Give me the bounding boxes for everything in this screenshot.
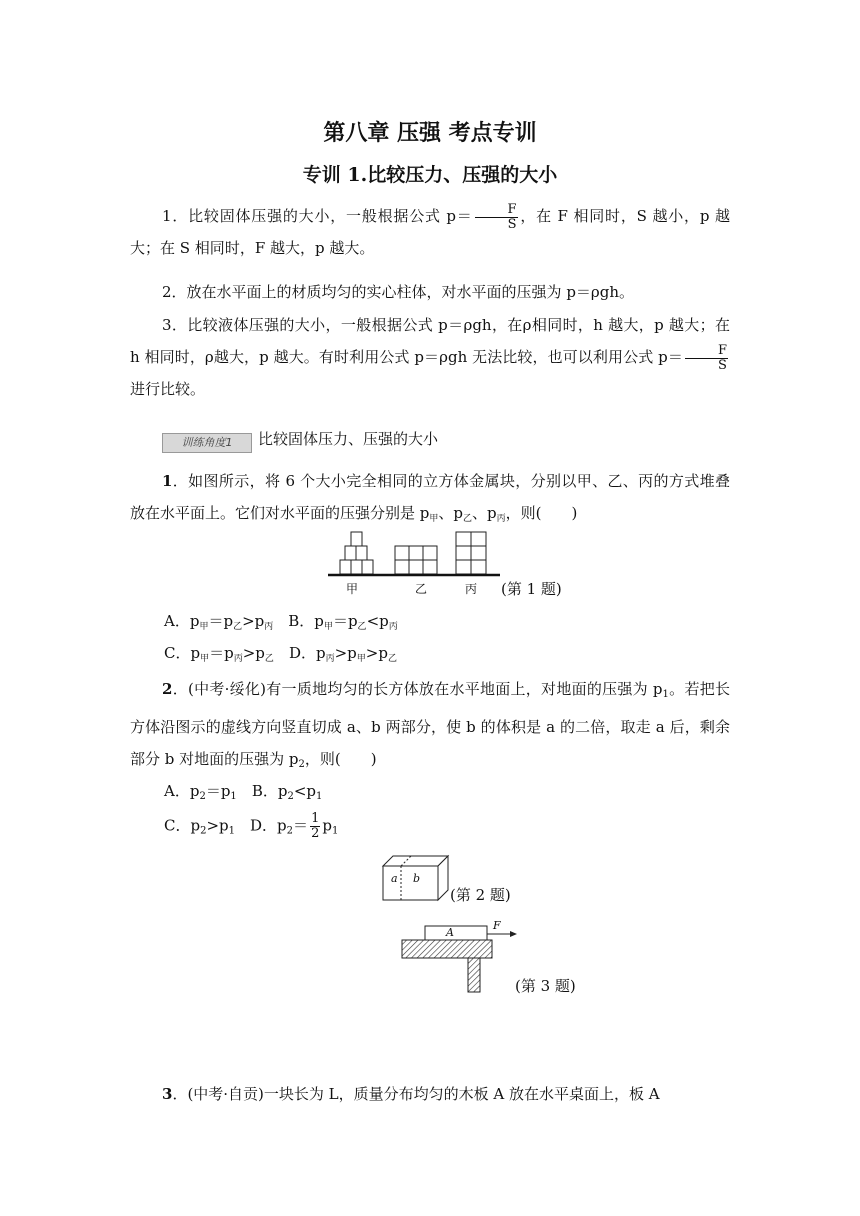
page-title: 第八章 压强 考点专训 [323,120,537,146]
block [456,532,471,546]
figure-2-label-b: b [413,872,421,885]
fraction-f-over-s: $\frac{F}{S}$ [475,203,518,232]
figure-2-caption: (第 2 题) [450,886,511,904]
block [471,560,486,574]
block [409,560,423,574]
figure-3-board-on-table [398,920,522,994]
question-1: 1．如图所示，将 6 个大小完全相同的立方体金属块，分别以甲、乙、丙的方式堆叠放在水平面上。它们对水平面的压强分别是 $p_甲$、$p_乙$、$p_丙$，则( ) [130,472,730,524]
figure-3-label-f: F [493,919,501,932]
block [362,560,373,574]
block [356,546,367,560]
intro-point-1-b: ，在 F 相同时，S 越小，p 越大；在 S 相同时，F 越大，p 越大。 [130,207,730,257]
block [423,560,437,574]
block [456,546,471,560]
intro-point-1 [130,200,730,264]
block [395,560,409,574]
block [351,532,362,546]
block [456,560,471,574]
intro-point-2: 2．放在水平面上的材质均匀的实心柱体，对水平面的压强为 p＝ρgh。 [162,283,634,301]
intro-point-3-b: 进行比较。 [130,380,206,398]
training-angle-title: 比较固体压力、压强的大小 [258,430,439,448]
figure-2-label-a: a [391,872,398,885]
block [471,546,486,560]
block [340,560,351,574]
q1-options-ab: A．$p_甲=p_乙>p_丙$ B．$p_甲=p_乙<p_丙$ [164,612,398,632]
figure-3-label-a: A [446,926,454,939]
block [395,546,409,560]
section-subtitle: 专训 1.比较压力、压强的大小 [302,164,558,186]
fraction-one-half: $\frac{1}{2}$ [311,811,320,841]
block [345,546,356,560]
figure-1-label-bing: 丙 [465,582,478,596]
q2-options-cd: C．$p_2>p_1$ D．$p_2=$ $\frac{1}{2}$ $p_1$ [164,811,339,841]
block [409,546,423,560]
figure-1-caption: (第 1 题) [501,580,562,598]
q2-options-ab: A．$p_2=p_1$ B．$p_2<p_1$ [164,782,323,802]
block [471,532,486,546]
fraction-f-over-s-2: $\frac{F}{S}$ [685,344,728,373]
intro-point-1-a: 1．比较固体压强的大小，一般根据公式 p＝ [162,207,473,225]
block [423,546,437,560]
q1-options-cd: C．$p_甲=p_丙>p_乙$ D．$p_丙>p_甲>p_乙$ [164,644,397,664]
intro-point-3 [130,309,730,405]
figure-1-label-jia: 甲 [346,582,359,596]
question-2: 2．(中考·绥化)有一质地均匀的长方体放在水平地面上，对地面的压强为 $p_1$。若把长方体沿图示的虚线方向竖直切成 a、b 两部分，使 b 的体积是 a 的二倍，取走 a 后，剩余部分 b 对地面的压强为 $p_2$，则( ) [130,680,730,770]
figure-1-label-yi: 乙 [415,582,428,596]
intro-point-3-a: 3．比较液体压强的大小，一般根据公式 p＝ρgh，在ρ相同时，h 越大，p 越大；在 h 相同时，ρ越大，p 越大。有时利用公式 p＝ρgh 无法比较，也可以利用公式 p＝ [130,316,730,366]
training-angle-tag: 训练角度1 [162,433,252,453]
question-3: 3．(中考·自贡)一块长为 L，质量分布均匀的木板 A 放在水平桌面上，板 A [162,1085,660,1103]
figure-3-caption: (第 3 题) [515,977,576,995]
block [351,560,362,574]
